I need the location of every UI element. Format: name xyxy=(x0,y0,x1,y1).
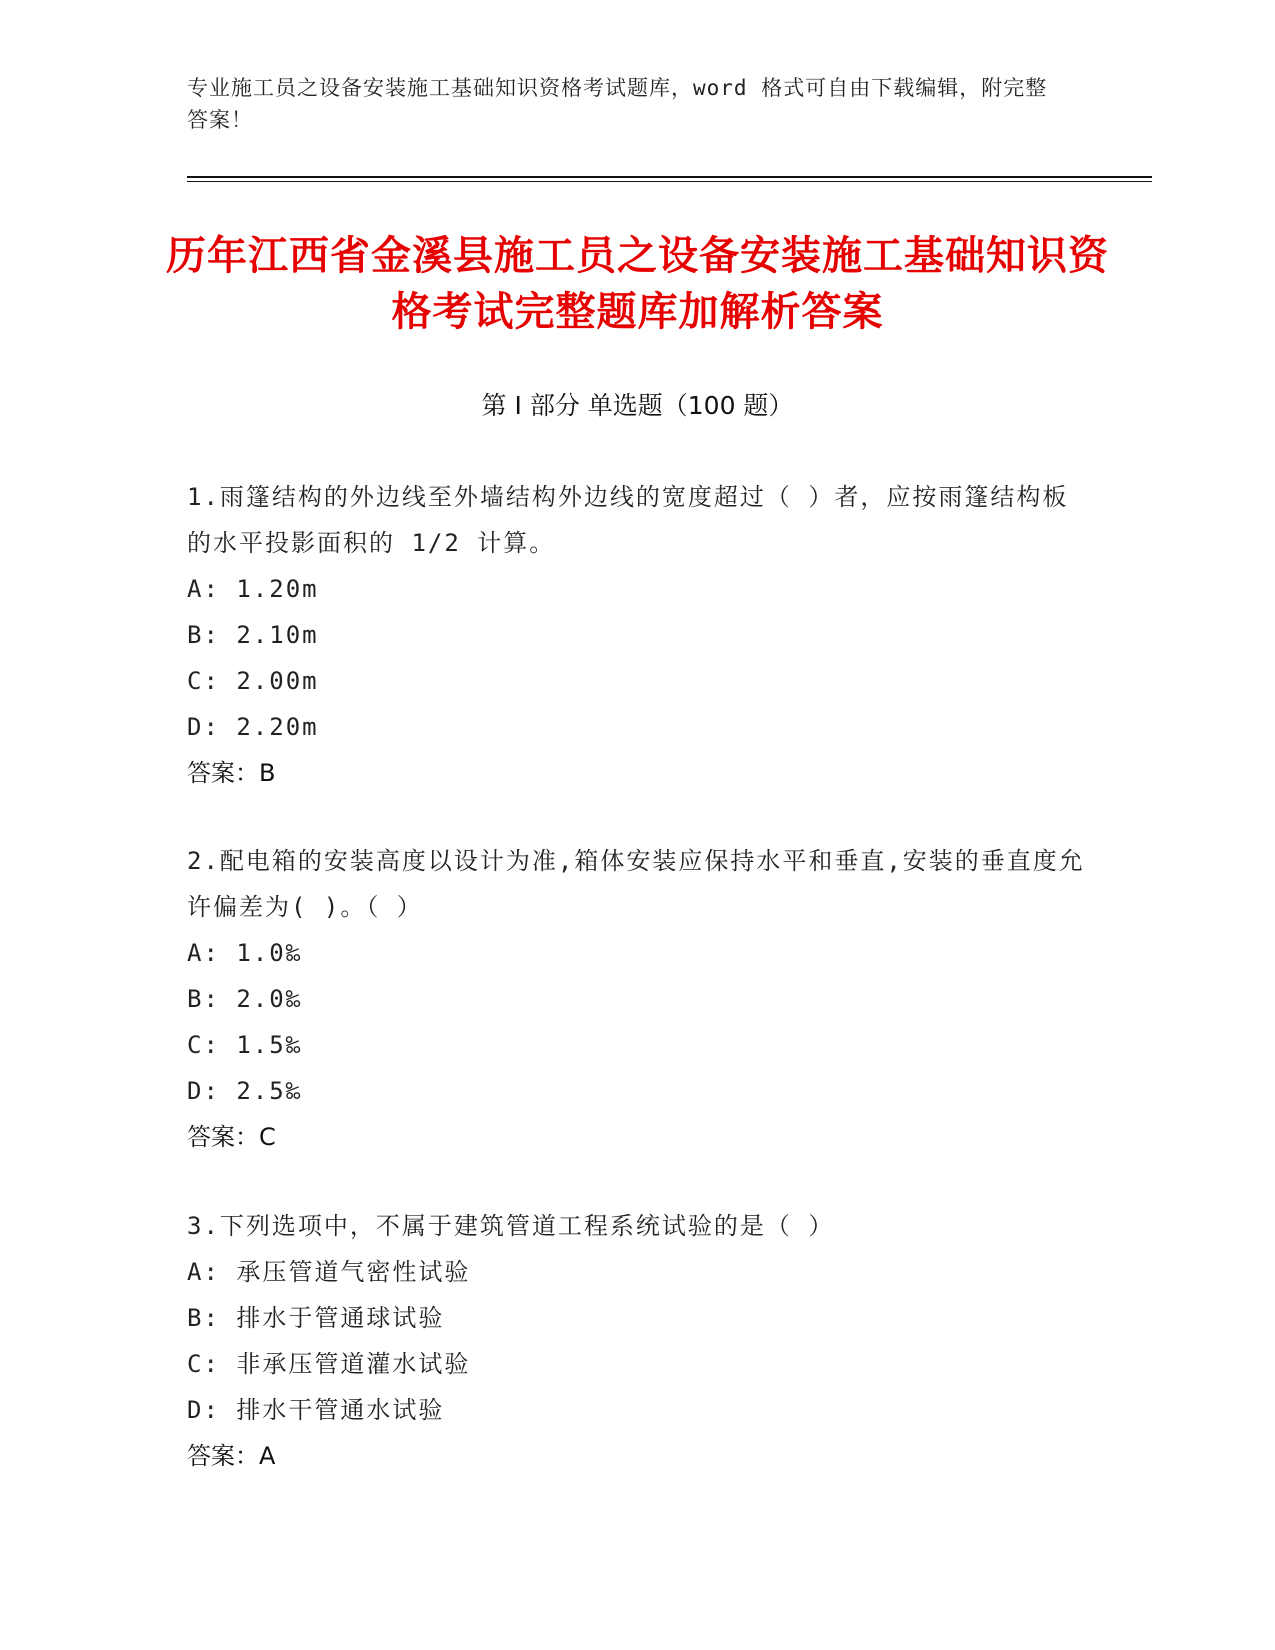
section-title: 第 I 部分 单选题（100 题） xyxy=(481,391,794,420)
header-rule-thick xyxy=(187,176,1152,178)
answer: 答案：B xyxy=(187,759,276,787)
question-stem: 3.下列选项中，不属于建筑管道工程系统试验的是（ ） xyxy=(187,1212,835,1240)
option-b: B: 排水于管通球试验 xyxy=(187,1304,445,1332)
option-c: C: 非承压管道灌水试验 xyxy=(187,1350,471,1378)
option-a: A: 承压管道气密性试验 xyxy=(187,1258,471,1286)
question-stem: 2.配电箱的安装高度以设计为准,箱体安装应保持水平和垂直,安装的垂直度允许偏差为( )。（ ） xyxy=(187,847,1085,921)
question-2 xyxy=(187,838,1087,1160)
header-note: 专业施工员之设备安装施工基础知识资格考试题库，word 格式可自由下载编辑，附完整答案！ xyxy=(187,76,1048,132)
option-a: A: 1.20m xyxy=(187,575,319,603)
answer: 答案：A xyxy=(187,1442,276,1470)
option-d: D: 排水干管通水试验 xyxy=(187,1396,445,1424)
question-stem: 1.雨篷结构的外边线至外墙结构外边线的宽度超过（ ）者，应按雨篷结构板的水平投影面积的 1/2 计算。 xyxy=(187,483,1069,557)
option-c: C: 1.5‰ xyxy=(187,1031,303,1059)
header-rule-thin xyxy=(187,181,1152,182)
option-c: C: 2.00m xyxy=(187,667,319,695)
option-b: B: 2.0‰ xyxy=(187,985,303,1013)
option-a: A: 1.0‰ xyxy=(187,939,303,967)
option-b: B: 2.10m xyxy=(187,621,319,649)
answer: 答案：C xyxy=(187,1123,276,1151)
option-d: D: 2.5‰ xyxy=(187,1077,303,1105)
option-d: D: 2.20m xyxy=(187,713,319,741)
question-3 xyxy=(187,1203,1087,1479)
document-title: 历年江西省金溪县施工员之设备安装施工基础知识资格考试完整题库加解析答案 xyxy=(166,233,1109,335)
question-1 xyxy=(187,474,1087,796)
